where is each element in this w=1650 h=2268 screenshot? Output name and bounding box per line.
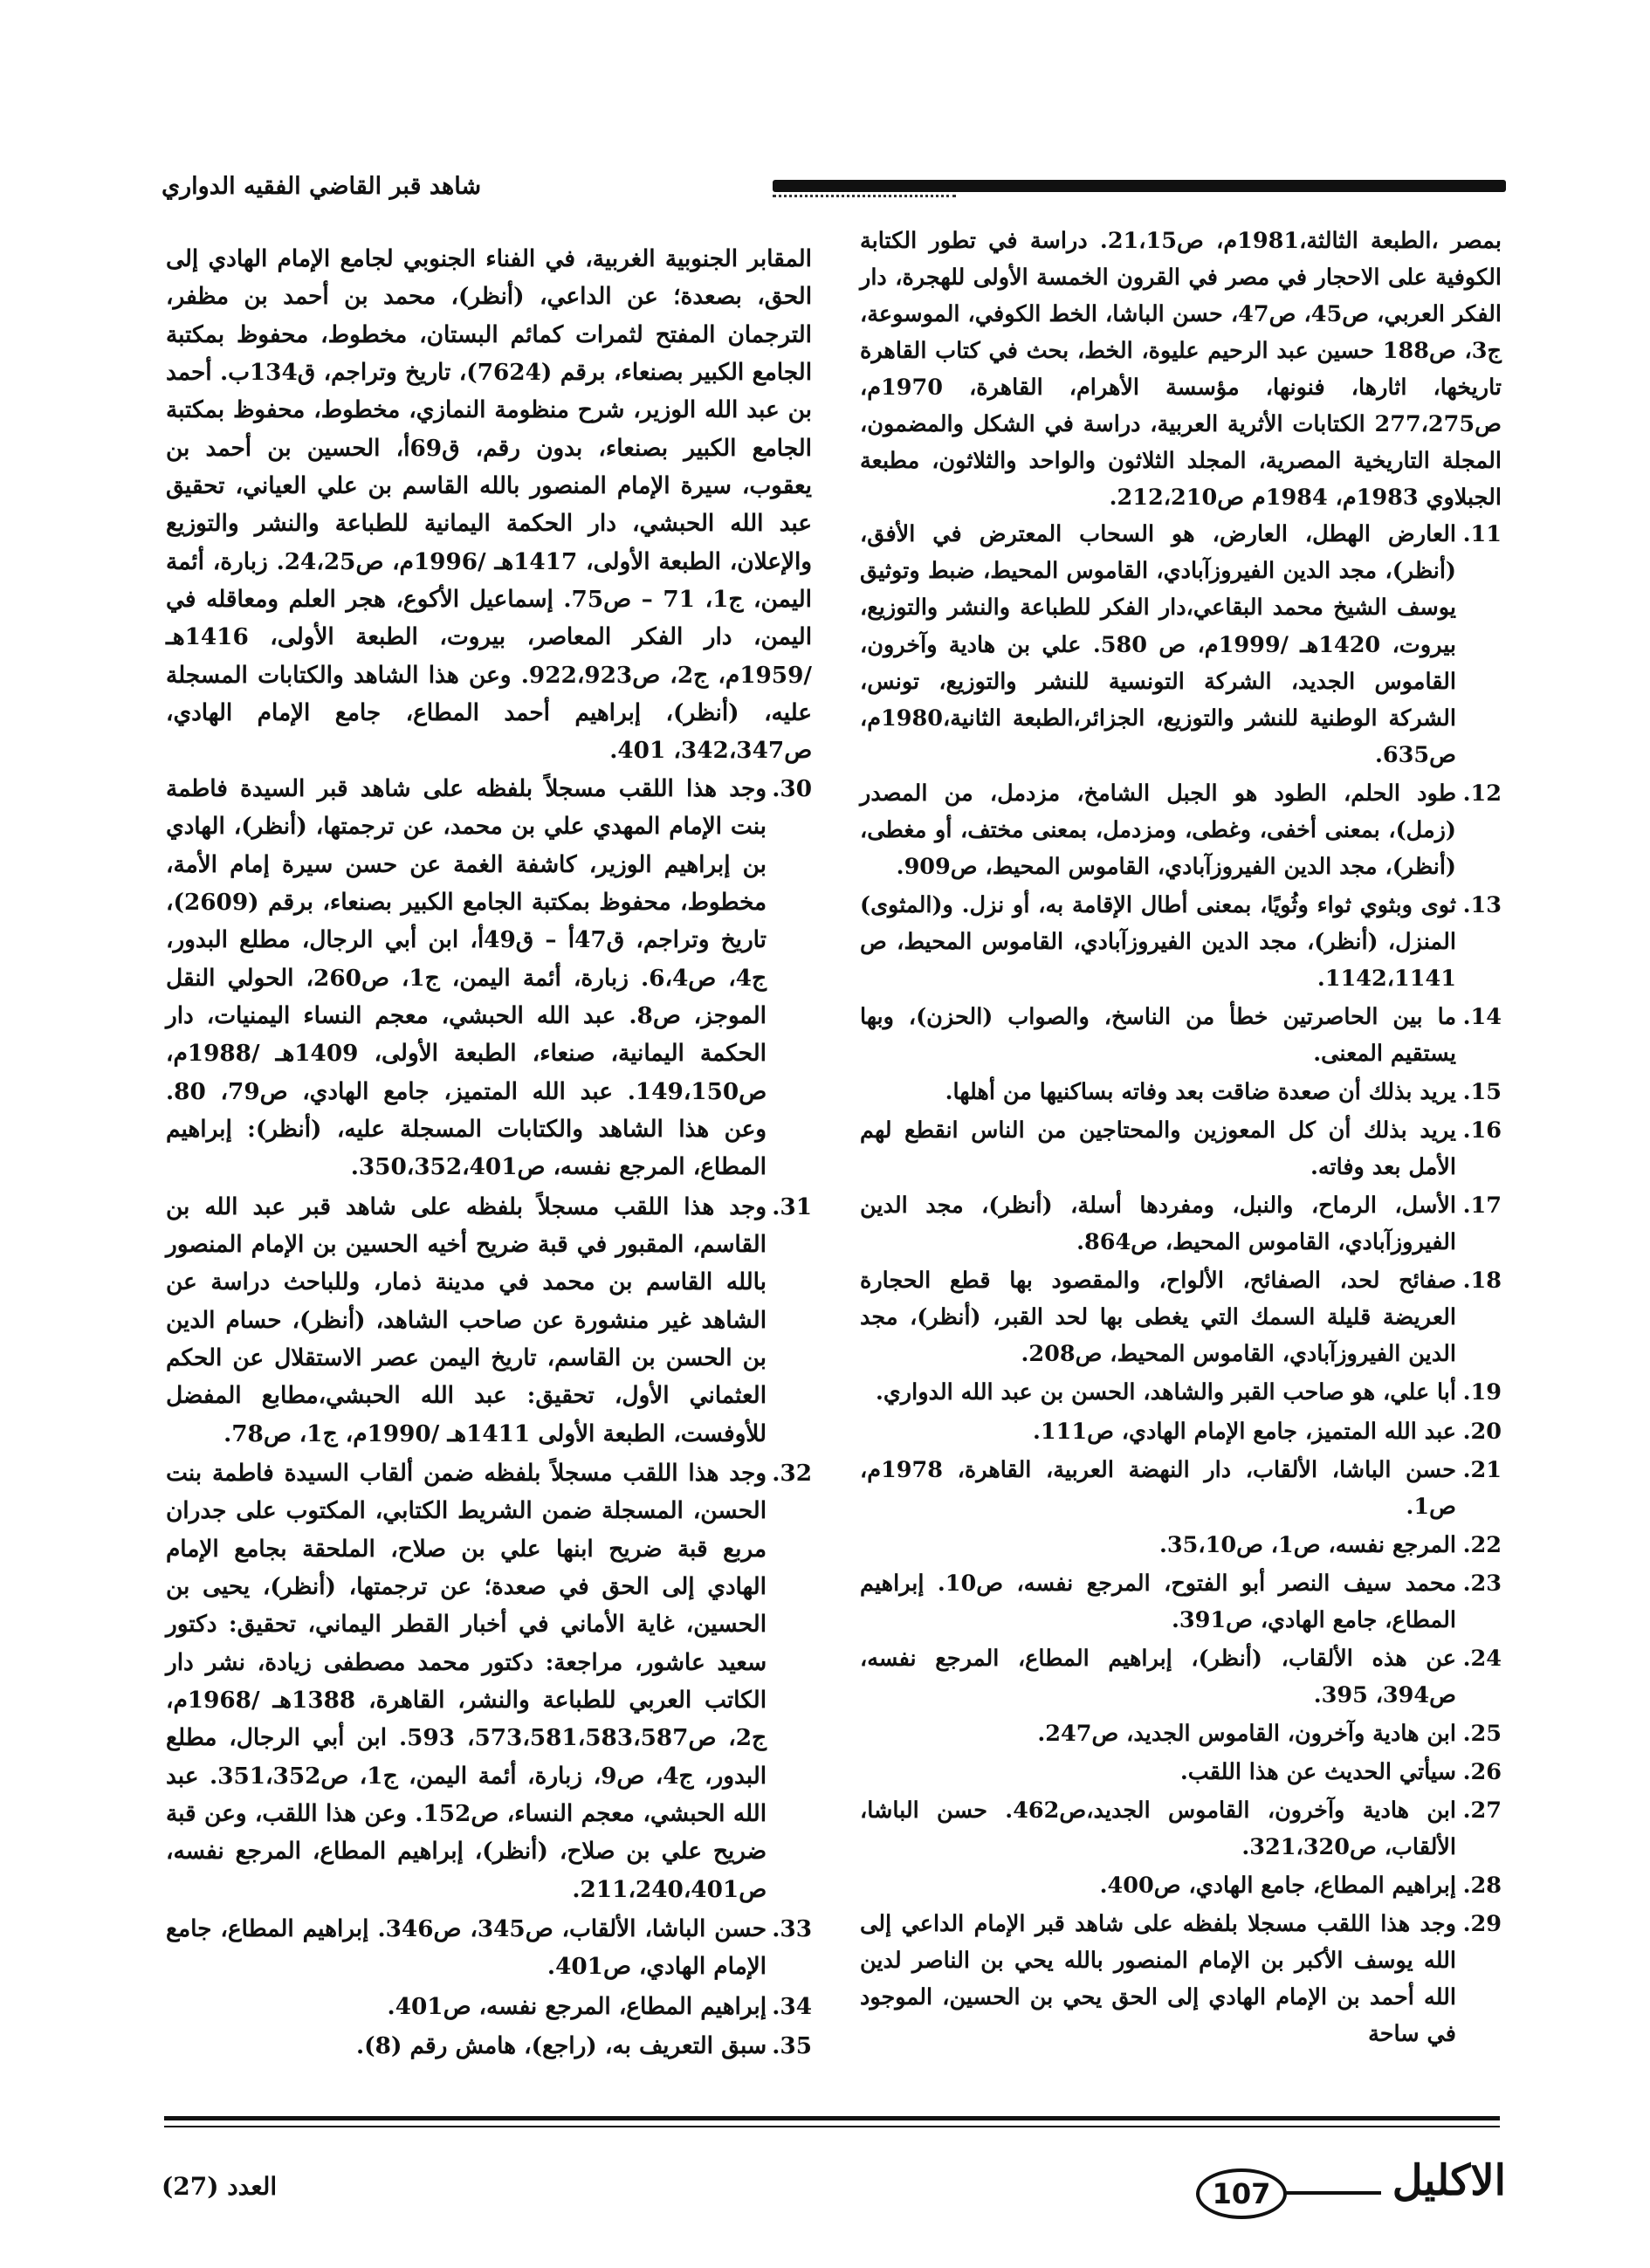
footnote-number: 26.: [1462, 1758, 1502, 1785]
footnote: [860, 1527, 1502, 1564]
footnote-text: يريد بذلك أن صعدة ضاقت بعد وفاته بساكنيها من أهلها.: [945, 1079, 1456, 1106]
footnote-number: 15.: [1462, 1079, 1502, 1106]
footnote: [860, 1867, 1502, 1904]
footnote-number: 17.: [1462, 1192, 1502, 1220]
footnote-number: 14.: [1462, 1003, 1502, 1030]
footnote-text: ثوى وبثوي ثواء وثُويًا، بمعنى أطال الإقامة به، أو نزل. و(المثوى) المنزل، (أنظر)، مجد الدين الفيروزآبادي، القاموس المحيط، ص 1142،1141.: [860, 891, 1456, 992]
continued-note: بمصر ،الطبعة الثالثة،1981م، ص21،15. دراسة في تطور الكتابة الكوفية على الاحجار في مصر في القرون الخمسة الأولى للهجرة، دار الفكر العربي، ص45، ص47، حسن الباشا، الخط الكوفي، الموسوعة، ج3، ص188 حسين عبد الرحيم عليوة، الخط، بحث في كتاب القاهرة تاريخها، اثارها، فنونها، مؤسسة الأهرام، القاهرة، 1970م، ص277،275 الكتابات الأثرية العربية، دراسة في الشكل والمضمون، المجلة التاريخية المصرية، المجلد الثلاثون والواحد والثلاثون، مطبعة الجبلاوي 1983م، 1984م ص212،210.: [860, 228, 1502, 512]
footnote: [860, 1565, 1502, 1639]
footnote: [166, 1454, 812, 1908]
footer-rule-thin: [164, 2126, 1500, 2127]
footnote-text: عبد الله المتميز، جامع الإمام الهادي، ص111.: [1032, 1418, 1456, 1445]
footnote: [860, 1374, 1502, 1411]
footnote-number: 24.: [1462, 1645, 1502, 1672]
footnote: [860, 1413, 1502, 1450]
footnote-text: أبا علي، هو صاحب القبر والشاهد، الحسن بن عبد الله الدواري.: [875, 1379, 1456, 1406]
footnote-number: 18.: [1462, 1268, 1502, 1295]
footnote-text: عن هذه الألقاب، (أنظر)، إبراهيم المطاع، المرجع نفسه، ص394، 395.: [860, 1645, 1456, 1708]
footnote: [860, 887, 1502, 997]
footnote-number: 11.: [1462, 521, 1502, 548]
footnote-number: 16.: [1462, 1117, 1502, 1144]
footnote-number: 13.: [1462, 891, 1502, 918]
continued-note: المقابر الجنوبية الغربية، في الفناء الجنوبي لجامع الإمام الهادي إلى الحق، بصعدة؛ عن الداعي، (أنظر)، محمد بن أحمد بن مظفر، الترجمان المفتح لثمرات كمائم البستان، مخطوط، محفوظ بمكتبة الجامع الكبير بصنعاء، برقم (7624)، تاريخ وتراجم، ق134ب. أحمد بن عبد الله الوزير، شرح منظومة النمازي، مخطوط، محفوظ بمكتبة الجامع الكبير بصنعاء، بدون رقم، ق69أ، الحسين بن أحمد بن يعقوب، سيرة الإمام المنصور بالله القاسم بن علي العياني، تحقيق عبد الله الحبشي، دار الحكمة اليمانية للطباعة والنشر والتوزيع والإعلان، الطبعة الأولى، 1417هـ /1996م، ص24،25. زبارة، أئمة اليمن، ج1، 71 – ص75. إسماعيل الأكوع، هجر العلم ومعاقله في اليمن، دار الفكر المعاصر، بيروت، الطبعة الأولى، 1416هـ /1959م، ج2، ص922،923. وعن هذا الشاهد والكتابات المسجلة عليه، (أنظر)، إبراهيم أحمد المطاع، جامع الإمام الهادي، ص342،347، 401.: [166, 245, 813, 765]
footnote-number: 27.: [1462, 1797, 1502, 1824]
footnote-text: طود الحلم، الطود هو الجبل الشامخ، مزدمل، من المصدر (زمل)، بمعنى أخفى، وغطى، ومزدمل، بمعنى مختف، أو مغطى، (أنظر)، مجد الدين الفيروزآبادي، القاموس المحيط، ص909.: [860, 780, 1456, 880]
footnote: [860, 999, 1502, 1072]
footnote: [860, 1640, 1502, 1714]
footnote: [860, 1906, 1502, 2052]
footnote-text: صفائح لحد، الصفائح، الألواح، والمقصود بها قطع الحجارة العريضة قليلة السمك التي يغطى بها لحد القبر، (أنظر)، مجد الدين الفيروزآبادي، القاموس المحيط، ص208.: [860, 1268, 1456, 1368]
footnote-text: إبراهيم المطاع، المرجع نفسه، ص401.: [387, 1992, 767, 2020]
footnote-text: ابن هادية وآخرون، القاموس الجديد، ص247.: [1037, 1720, 1456, 1747]
footnote-text: وجد هذا اللقب مسجلاً بلفظه ضمن ألقاب السيدة فاطمة بنت الحسن، المسجلة ضمن الشريط الكتابي، المكتوب على جدران مربع قبة ضريح ابنها علي بن صلاح، الملحقة بجامع الإمام الهادي إلى الحق في صعدة؛ عن ترجمتها، (أنظر)، يحيى بن الحسين، غاية الأماني في أخبار القطر اليماني، تحقيق: دكتور سعيد عاشور، مراجعة: دكتور محمد مصطفى زيادة، نشر دار الكاتب العربي للطباعة والنشر، القاهرة، 1388هـ /1968م، ج2، ص573،581،583،587، 593. ابن أبي الرجال، مطلع البدور، ج4، ص9، زبارة، أئمة اليمن، ج1، ص351،352. عبد الله الحبشي، معجم النساء، ص152. وعن هذا اللقب، وعن قبة ضريح علي بن صلاح، (أنظر)، إبراهيم المطاع، المرجع نفسه، ص211،240،401.: [166, 1460, 767, 1903]
footnote: [860, 775, 1502, 885]
footnote-number: 22.: [1462, 1531, 1502, 1558]
footnote-text: حسن الباشا، الألقاب، دار النهضة العربية، القاهرة، 1978م، ص1.: [860, 1456, 1456, 1520]
footnote-text: المرجع نفسه، ص1، ص35،10.: [1158, 1531, 1456, 1558]
footer-dash: [1285, 2191, 1381, 2195]
footnote: [166, 2027, 812, 2065]
footnote: [860, 1452, 1502, 1525]
footnote: [166, 770, 812, 1186]
footnote: [860, 1112, 1502, 1186]
footnote-number: 35.: [772, 2032, 812, 2060]
footnote-number: 29.: [1462, 1911, 1502, 1938]
footnote-number: 32.: [772, 1460, 812, 1487]
header-rule: [773, 180, 1506, 192]
footnote: [860, 1187, 1502, 1261]
footnote: [166, 1988, 812, 2025]
footnote-number: 28.: [1462, 1873, 1502, 1900]
footnote: [166, 1188, 812, 1453]
footnote-text: ما بين الحاصرتين خطأ من الناسخ، والصواب (الحزن)، وبها يستقيم المعنى.: [860, 1003, 1456, 1068]
footnote-number: 30.: [772, 774, 812, 802]
journal-name: الاكليل: [1392, 2156, 1506, 2205]
issue-label: العدد (27): [162, 2172, 278, 2201]
footnote: [860, 1074, 1502, 1110]
page-number: 107: [1196, 2168, 1287, 2219]
footnote-number: 21.: [1462, 1456, 1502, 1483]
footnote: [860, 1715, 1502, 1752]
footnote-number: 25.: [1462, 1720, 1502, 1747]
right-column: [860, 223, 1502, 2054]
footnote-text: إبراهيم المطاع، جامع الهادي، ص400.: [1099, 1873, 1456, 1900]
footnote-number: 33.: [772, 1915, 812, 1943]
left-notes-list: [166, 770, 812, 2065]
footer-rule: [164, 2116, 1500, 2120]
footnote-text: ابن هادية وآخرون، القاموس الجديد،ص462. حسن الباشا، الألقاب، ص321،320.: [860, 1797, 1456, 1861]
footnote-number: 34.: [772, 1992, 812, 2020]
footnote-number: 31.: [772, 1192, 812, 1220]
footnote-text: سيأتي الحديث عن هذا اللقب.: [1179, 1758, 1456, 1785]
header-rule-dotted: [773, 195, 956, 203]
footnote-text: سبق التعريف به، (راجع)، هامش رقم (8).: [356, 2032, 767, 2060]
footnote-text: محمد سيف النصر أبو الفتوح، المرجع نفسه، ص10. إبراهيم المطاع، جامع الهادي، ص391.: [860, 1570, 1456, 1633]
footnote: [860, 516, 1502, 773]
footnote-text: حسن الباشا، الألقاب، ص345، ص346. إبراهيم المطاع، جامع الإمام الهادي، ص401.: [166, 1915, 767, 1981]
footnote-number: 19.: [1462, 1379, 1502, 1406]
footnote-number: 20.: [1462, 1418, 1502, 1445]
footnote: [860, 1754, 1502, 1790]
footnote: [860, 1792, 1502, 1866]
footnote-number: 23.: [1462, 1570, 1502, 1597]
footnote-text: وجد هذا اللقب مسجلاً بلفظه على شاهد قبر عبد الله بن القاسم، المقبور في قبة ضريح أخيه الحسين بن الإمام المنصور بالله القاسم بن محمد في مدينة ذمار، وللباحث دراسة عن الشاهد غير منشورة عن صاحب الشاهد، (أنظر)، حسام الدين بن الحسن بن القاسم، تاريخ اليمن عصر الاستقلال عن الحكم العثماني الأول، تحقيق: عبد الله الحبشي،مطابع المفضل للأوفست، الطبعة الأولى 1411هـ /1990م، ج1، ص78.: [166, 1192, 767, 1447]
footnote: [860, 1262, 1502, 1372]
running-title: شاهد قبر القاضي الفقيه الدواري: [162, 173, 482, 200]
left-column: [166, 240, 812, 2067]
footnote-text: وجد هذا اللقب مسجلا بلفظه على شاهد قبر الإمام الداعي إلى الله يوسف الأكبر بن الإمام المنصور بالله يحي بن الناصر لدين الله أحمد بن الإمام الهادي إلى الحق يحي بن الحسين، الموجود في ساحة: [860, 1911, 1456, 2048]
footnote-number: 12.: [1462, 780, 1502, 807]
footnote-text: وجد هذا اللقب مسجلاً بلفظه على شاهد قبر السيدة فاطمة بنت الإمام المهدي علي بن محمد، عن ترجمتها، (أنظر)، الهادي بن إبراهيم الوزير، كاشفة الغمة عن حسن سيرة إمام الأمة، مخطوط، محفوظ بمكتبة الجامع الكبير بصنعاء، برقم (2609)، تاريخ وتراجم، ق47أ – ق49أ، ابن أبي الرجال، مطلع البدور، ج4، ص6،4. زبارة، أئمة اليمن، ج1، ص260، الحولي النقل الموجز، ص8. عبد الله الحبشي، معجم النساء اليمنيات، دار الحكمة اليمانية، صنعاء، الطبعة الأولى، 1409هـ /1988م، ص149،150. عبد الله المتميز، جامع الهادي، ص79، 80. وعن هذا الشاهد والكتابات المسجلة عليه، (أنظر): إبراهيم المطاع، المرجع نفسه، ص350،352،401.: [166, 774, 767, 1181]
footnote-text: الأسل، الرماح، والنبل، ومفردها أسلة، (أنظر)، مجد الدين الفيروزآبادي، القاموس المحيط، ص864.: [860, 1192, 1456, 1256]
right-notes-list: [860, 516, 1502, 2052]
footnote: [166, 1910, 812, 1986]
footnote-text: يريد بذلك أن كل المعوزين والمحتاجين من الناس انقطع لهم الأمل بعد وفاته.: [860, 1117, 1456, 1181]
footnote-text: العارض الهطل، العارض، هو السحاب المعترض في الأفق، (أنظر)، مجد الدين الفيروزآبادي، القاموس المحيط، ضبط وتوثيق يوسف الشيخ محمد البقاعي،دار الفكر للطباعة والنشر والتوزيع، بيروت، 1420هـ /1999م، ص 580. علي بن هادية وآخرون، القاموس الجديد، الشركة التونسية للنشر والتوزيع، تونس، الشركة الوطنية للنشر والتوزيع، الجزائر،الطبعة الثانية،1980م، ص635.: [860, 521, 1456, 768]
